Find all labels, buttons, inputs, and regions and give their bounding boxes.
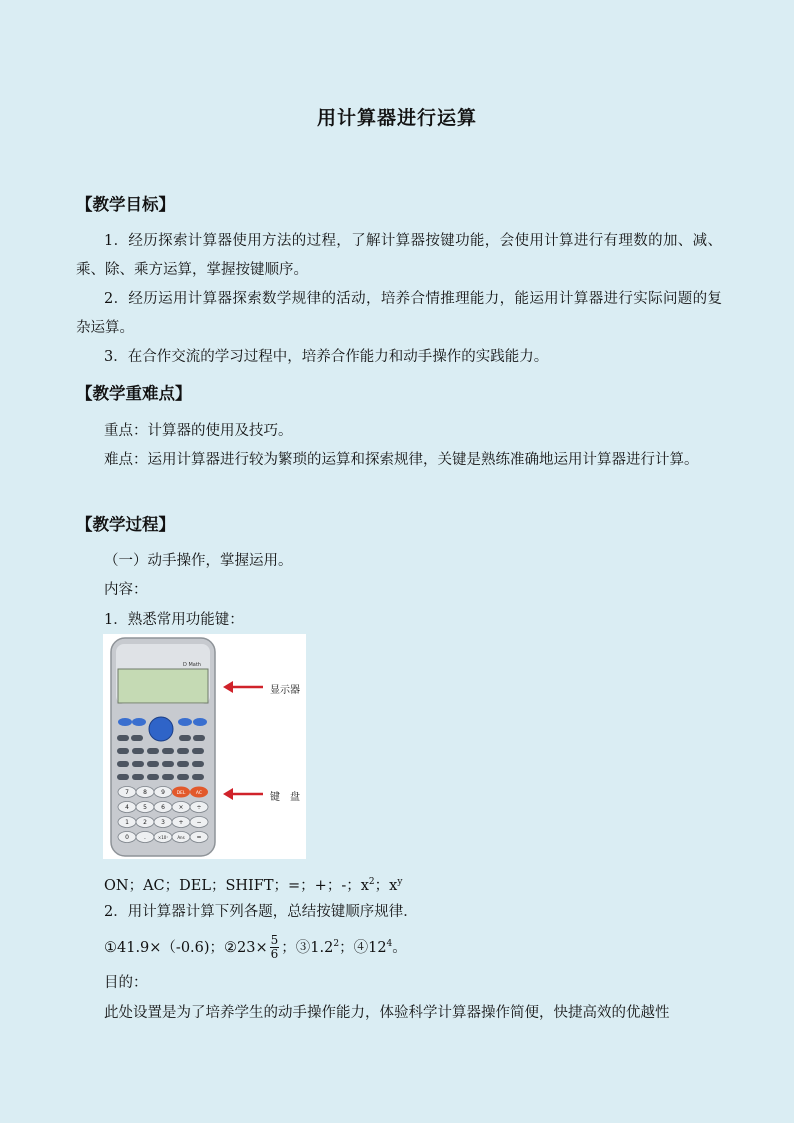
exercise-list: ①41.9×（-0.6)；②23× $\frac{5}{6}$ ；$③1.2^2$；$④12^4$。 (104, 933, 407, 962)
svg-text:2: 2 (143, 819, 147, 826)
svg-text:7: 7 (125, 789, 129, 796)
svg-text:.: . (144, 834, 146, 841)
difficulty: 难点：运用计算器进行较为繁琐的运算和探索规律，关键是熟练准确地运用计算器进行计算。 (104, 452, 699, 468)
svg-text:6: 6 (161, 804, 165, 811)
svg-text:DEL: DEL (176, 791, 186, 796)
svg-text:÷: ÷ (196, 804, 202, 811)
purpose-label: 目的： (104, 975, 148, 991)
svg-text:9: 9 (161, 789, 165, 796)
calculator-image (103, 634, 306, 859)
fraction-five-sixths: $\frac{5}{6}$ (270, 933, 279, 962)
svg-text:−: − (196, 819, 202, 826)
goal-1: 1．经历探索计算器使用方法的过程，了解计算器按键功能，会使用计算进行有理数的加、减、乘、除、乘方运算，掌握按键顺序。 (76, 233, 722, 278)
page-title: 用计算器进行运算 (316, 107, 477, 129)
key-points-heading: 【教学重难点】 (76, 384, 192, 403)
item-2: 2．用计算器计算下列各题，总结按键顺序规律． (104, 904, 418, 920)
purpose-text: 此处设置是为了培养学生的动手操作能力，体验科学计算器操作简便，快捷高效的优越性 (104, 1005, 670, 1021)
label-keyboard: 键 盘 (270, 792, 300, 803)
process-heading: 【教学过程】 (76, 515, 175, 534)
svg-text:8: 8 (143, 789, 147, 796)
svg-text:5: 5 (143, 804, 147, 811)
calculator-figure (103, 634, 306, 859)
label-display: 显示器 (270, 685, 300, 696)
goals-heading: 【教学目标】 (76, 195, 175, 214)
svg-text:×10ˣ: ×10ˣ (157, 835, 169, 840)
content-label: 内容： (104, 582, 148, 598)
svg-text:=: = (196, 834, 202, 841)
goal-2: 2．经历运用计算器探索数学规律的活动，培养合情推理能力，能运用计算器进行实际问题的复杂运算。 (76, 291, 722, 336)
svg-text:4: 4 (125, 804, 129, 811)
svg-text:D Math: D Math (183, 662, 201, 668)
arrow-keyboard-icon (223, 788, 263, 800)
function-keys-list: ON；AC；DEL；SHIFT；=；+；-；$x^2$；$x^y$ (104, 877, 403, 894)
item-1: 1．熟悉常用功能键： (104, 612, 244, 628)
svg-text:AC: AC (195, 791, 203, 796)
goal-3: 3．在合作交流的学习过程中，培养合作能力和动手操作的实践能力。 (104, 349, 549, 365)
arrow-display-icon (223, 681, 263, 693)
svg-text:3: 3 (161, 819, 165, 826)
step-1: （一）动手操作，掌握运用。 (104, 553, 293, 569)
key-point: 重点：计算器的使用及技巧。 (104, 423, 293, 439)
svg-text:Ans: Ans (177, 835, 185, 840)
svg-text:1: 1 (125, 819, 129, 826)
svg-text:+: + (178, 819, 184, 826)
svg-text:×: × (178, 804, 184, 811)
svg-text:0: 0 (125, 834, 129, 841)
